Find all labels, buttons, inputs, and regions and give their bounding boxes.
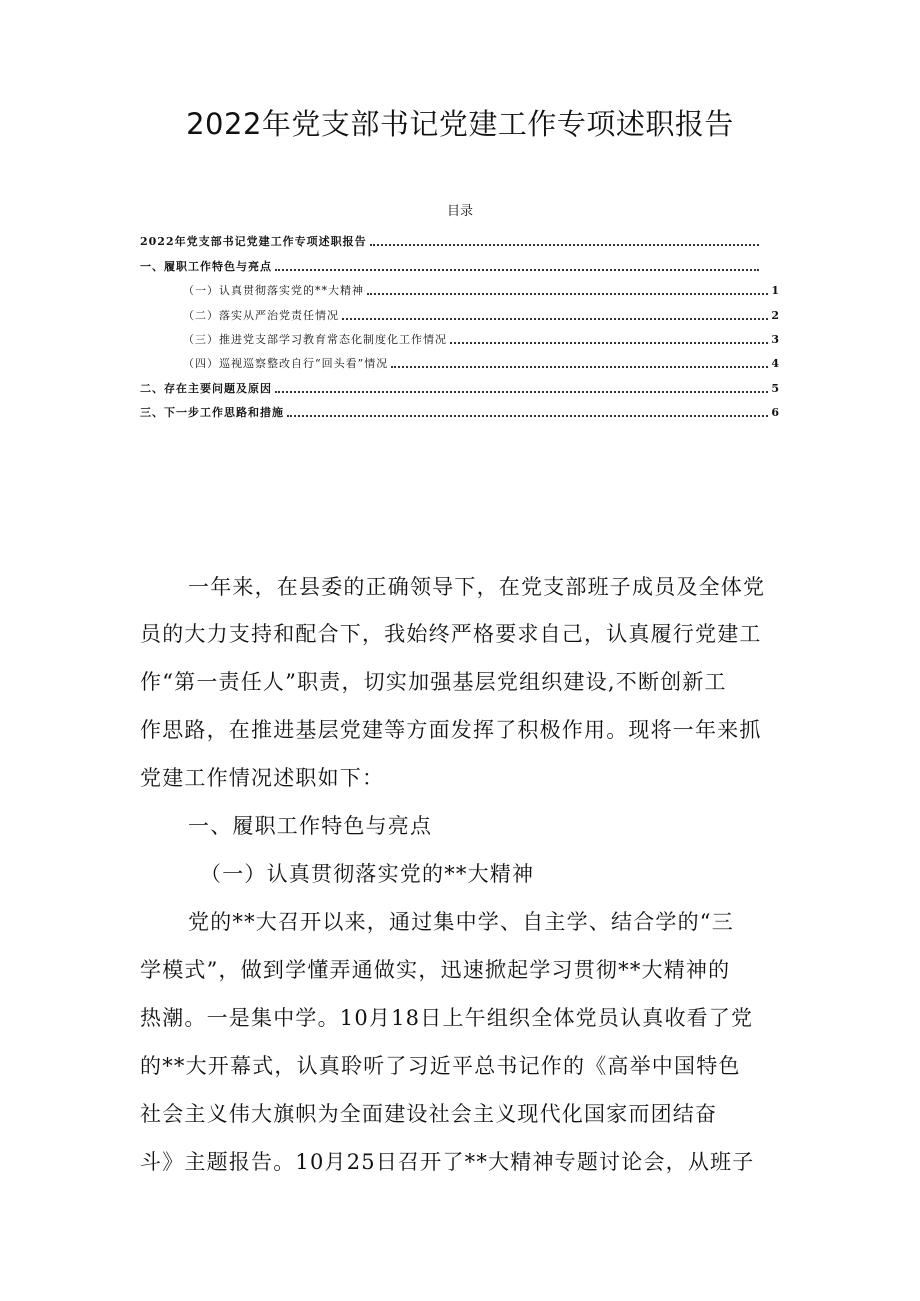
document-title: 2022年党支部书记党建工作专项述职报告 — [186, 107, 734, 141]
toc-entry-page: 6 — [771, 406, 779, 419]
toc-entry-label: 二、存在主要问题及原因 — [140, 382, 272, 395]
toc-entry-label: 一、履职工作特色与亮点 — [140, 260, 272, 273]
toc-entry-label: （三）推进党支部学习教育常态化制度化工作情况 — [183, 333, 447, 346]
toc-entry-label: （四）巡视巡察整改自行“回头看”情况 — [183, 357, 389, 370]
toc-entry-label: 2022年党支部书记党建工作专项述职报告 — [140, 235, 367, 248]
toc-leader — [367, 293, 768, 295]
paragraph-line: 一年来，在县委的正确领导下，在党支部班子成员及全体党 — [188, 575, 766, 599]
toc-entry-page: 4 — [771, 357, 779, 370]
toc-leader — [342, 318, 768, 320]
paragraph-line: 热潮。一是集中学。10月18日上午组织全体党员认真收看了党 — [140, 1006, 754, 1030]
paragraph-line: 作“第一责任人”职责，切实加强基层党组织建设,不断创新工 — [140, 670, 727, 694]
toc-heading: 目录 — [446, 204, 473, 219]
toc-leader — [370, 244, 759, 246]
paragraph-line: 员的大力支持和配合下，我始终严格要求自己，认真履行党建工 — [140, 622, 762, 646]
toc-entry-subsection-1[interactable] — [183, 279, 779, 299]
toc-entry-subsection-3[interactable] — [183, 328, 779, 348]
toc-entry-title[interactable] — [140, 230, 768, 250]
toc-entry-page: 5 — [771, 382, 779, 395]
paragraph-line: 斗》主题报告。10月25日召开了**大精神专题讨论会，从班子 — [140, 1150, 755, 1174]
paragraph-line: 学模式”，做到学懂弄通做实，迅速掀起学习贯彻**大精神的 — [140, 958, 731, 982]
toc-leader — [450, 342, 768, 344]
paragraph-line: 党建工作情况述职如下： — [140, 766, 385, 790]
toc-entry-label: 三、下一步工作思路和措施 — [140, 406, 284, 419]
paragraph-line: 社会主义伟大旗帜为全面建设社会主义现代化国家而团结奋 — [140, 1102, 718, 1126]
toc-entry-section-2[interactable] — [140, 377, 779, 397]
toc-entry-subsection-2[interactable] — [183, 304, 779, 324]
section-heading: 一、履职工作特色与亮点 — [188, 814, 433, 838]
toc-entry-label: （一）认真贯彻落实党的**大精神 — [183, 284, 364, 297]
toc-leader — [275, 269, 759, 271]
paragraph-line: 党的**大召开以来，通过集中学、自主学、结合学的“三 — [188, 910, 734, 934]
paragraph-line: 作思路，在推进基层党建等方面发挥了积极作用。现将一年来抓 — [140, 718, 762, 742]
toc-leader — [287, 415, 768, 417]
paragraph-line: 的**大开幕式，认真聆听了习近平总书记作的《高举中国特色 — [140, 1054, 741, 1078]
toc-entry-section-1[interactable] — [140, 255, 768, 275]
toc-entry-page: 3 — [771, 333, 779, 346]
toc-leader — [275, 391, 768, 393]
toc-entry-subsection-4[interactable] — [183, 352, 779, 372]
toc-leader — [391, 366, 768, 368]
toc-entry-section-3[interactable] — [140, 401, 779, 421]
subsection-heading: （一）认真贯彻落实党的**大精神 — [200, 862, 535, 886]
toc-entry-page: 2 — [771, 309, 779, 322]
table-of-contents — [0, 0, 920, 430]
toc-entry-label: （二）落实从严治党责任情况 — [183, 309, 339, 322]
toc-entry-page: 1 — [771, 284, 779, 297]
